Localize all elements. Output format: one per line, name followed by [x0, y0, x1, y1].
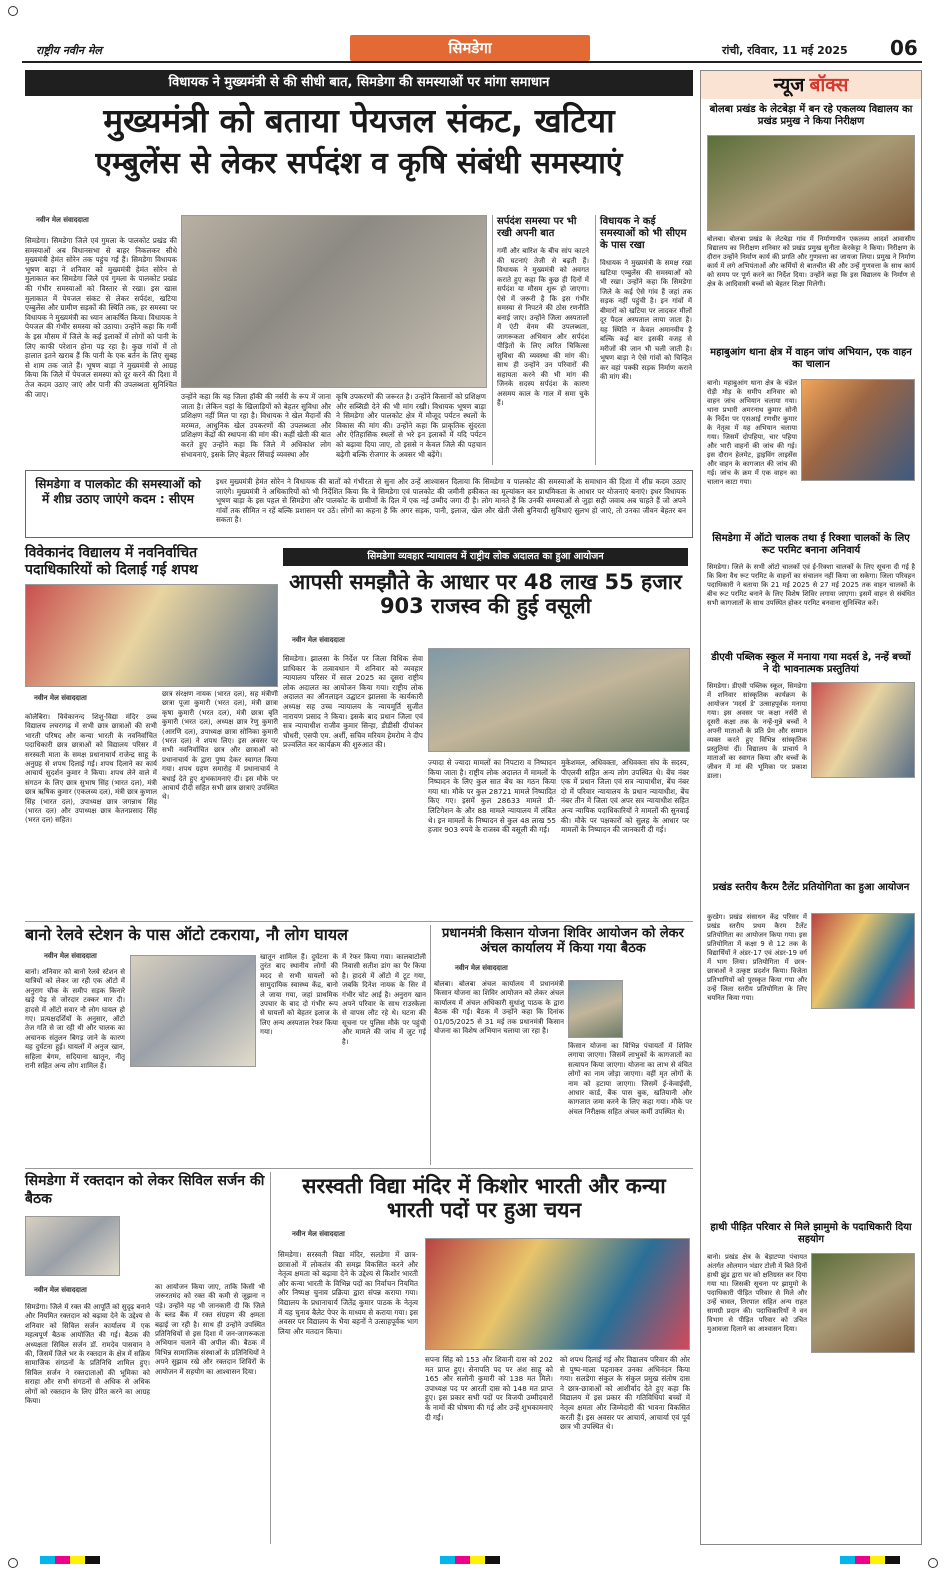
news-item-5-body: बानो। प्रखंड क्षेत्र के बेड़ाटप्पा पंचायत अंतर्गत ओलमान भंडार टोली में बिते दिनों हाथी झुंड द्वारा घर को क्षतिग्रस्त कर दिया गया था। जिसकी सूचना पर झामुमो के पदाधिकारी पीड़ित परिवार से मिले और उन्हें चावल, तिरपाल सहित अन्य राहत सामग्री प्रदान की। पदाधिकारियों ने वन विभाग से पीड़ित परिवार को उचित मुआवजा दिलाने का आश्वासन दिया।	[707, 1253, 807, 1333]
page-number: 06	[890, 36, 918, 60]
lead-body-col-1: सिमडेगा। सिमडेगा जिले एवं गुमला के पालकोट प्रखंड की समस्याओं अब विधानसभा से बाहर निकलकर सीधे मुख्यमंत्री हेमंत सोरेन तक पहुंच गई हैं। सिमडेगा विधायक भूषण बाड़ा ने शनिवार को मुख्यमंत्री हेमंत सोरेन से मुलाकात कर सिमडेगा जिले एवं गुमला के पालकोट प्रखंड की गंभीर समस्याओं को विस्तार से रखा। इस खास मुलाकात में पेयजल संकट से लेकर सर्पदंश, खटिया एम्बुलेंस और ग्रामीण सड़कों की स्थिति तक, हर समस्या पर विधायक ने मुख्यमंत्री का ध्यान आकर्षित किया। विधायक ने पेयजल की गंभीर समस्या को उठाया। उन्होंने कहा कि गर्मी के इस मौसम में जिले के कई इलाकों में लोगों को पानी के लिए काफी परेशान होना पड़ रहा है। कुछ गांवों में तो हालात इतने खराब हैं कि पानी के एक बर्तन के लिए सुबह से शाम तक जाते हैं। भूषण बाड़ा ने मुख्यमंत्री से आग्रह किया कि जिले में पेयजल समस्या को दूर करने की दिशा में तेज कदम उठाए जाएं और पानी की उपलब्धता सुनिश्चित की जाए।	[25, 236, 177, 399]
kisan-photo	[568, 980, 623, 1038]
bano-headline: बानो रेलवे स्टेशन के पास ऑटो टकराया, नौ लोग घायल	[25, 925, 348, 944]
court-body-col-1: सिमडेगा। झालसा के निर्देश पर जिला विधिक सेवा प्राधिकार के तत्वावधान में शनिवार को व्यवहार न्यायालय परिसर में साल 2025 का दूसरा राष्ट्रीय लोक अदालत का आयोजन किया गया। राष्ट्रीय लोक अदालत का ऑनलाइन उद्घाटन झालसा के कार्यकारी अध्यक्ष सह उच्च न्यायालय के न्यायमूर्ति सुजीत नारायण प्रसाद ने किया। इसके बाद प्रधान जिला एवं सत्र न्यायाधीश राजीव कुमार सिन्हा, डीडीसी दीपांकर चौधरी, एसपी एम. अर्शी, सचिव मरियम हेमरोम ने दीप प्रज्वलित कर कार्यक्रम की शुरुआत की।	[283, 654, 423, 750]
lead-body-col-3: कृषि उपकरणों की जरूरत है। उन्होंने किसानों को प्रशिक्षण और सब्सिडी देने की भी मांग रखी। विधायक भूषण बाड़ा ने सिमडेगा और पालकोट क्षेत्र में मौजूद पर्यटन स्थलों के विकास की मांग की। उन्होंने कहा कि प्राकृतिक सुंदरता और ऐतिहासिक स्थलों से भरे इन इलाकों में यदि पर्यटन को बढ़ावा दिया जाए, तो इससे न केवल जिले की पहचान बढ़ेगी बल्कि रोजगार के अवसर भी बढ़ेंगे।	[336, 392, 486, 459]
lead-headline-line-2: एम्बुलेंस से लेकर सर्पदंश व कृषि संबंधी समस्याएं	[95, 146, 623, 181]
saraswati-body-col-3: को शपथ दिलाई गई और विद्यालय परिवार की ओर से पुष्प-माला पहनाकर उनका अभिनंदन किया गया। सलडेगा संकुल के संकुल प्रमुख संतोष दास ने छात्र-छात्राओं को आशीर्वाद देते हुए कहा कि विद्यालय में इस प्रकार की गतिविधियां बच्चों में नेतृत्व क्षमता और जिम्मेदारी की भावना विकसित करती हैं। इस अवसर पर आचार्य, आचार्या एवं पूर्व छात्र भी उपस्थित थे।	[560, 1355, 690, 1432]
lead-subhead-1: सर्पदंश समस्या पर भी रखी अपनी बात	[497, 216, 577, 239]
news-item-3-body: सिमडेगा। डीएवी पब्लिक स्कूल, सिमडेगा में शनिवार सांस्कृतिक कार्यक्रम के आयोजन 'मदर्स डे' उत्साहपूर्वक मनाया गया। इस अवसर पर कक्षा नर्सरी से दूसरी कक्षा तक के नन्हें-मुन्ने बच्चों ने अपनी माताओं के प्रति प्रेम और सम्मान व्यक्त करते हुए विभिन्न सांस्कृतिक प्रस्तुतियां दीं। विद्यालय के प्राचार्य ने माताओं का स्वागत किया और बच्चों के जीवन में मां की भूमिका पर प्रकाश डाला।	[707, 682, 807, 780]
news-item-4-photo	[811, 913, 915, 1009]
lead-callout-body: इधर मुख्यमंत्री हेमंत सोरेन ने विधायक की बातों को गंभीरता से सुना और उन्हें आश्वासन दिलाया कि सिमडेगा व पालकोट की समस्याओं के समाधान की दिशा में शीघ्र कदम उठाए जाएंगे। मुख्यमंत्री ने अधिकारियों को भी निर्देशित किया कि वे सिमडेगा एवं पालकोट की जमीनी हकीकत का मूल्यांकन कर प्राथमिकता के आधार पर योजनाएं बनाएं। इधर विधायक भूषण बाड़ा के इस पहल से सिमडेगा और पालकोट के ग्रामीणों के दिल में एक नई उम्मीद जगा दी है। लोग मानते हैं कि उनकी समस्याओं से जुड़ा सही जवाब अब चाहते हैं जो अपने गांवों तक सीमित न रहें बल्कि प्रशासन पर उठें। लोगों का कहना है कि अगर सड़क, पानी, इलाज, खेल और खेती जैसी बुनियादी सुविधाएं सुलभ हो जाएं, तो उनका जीवन बेहतर बन सकता है।	[216, 477, 686, 525]
news-item-0-body: बोलबा। बोलबा प्रखंड के लेटबेड़ा गांव में निर्माणाधीन एकलव्य आदर्श आवासीय विद्यालय का निरीक्षण शनिवार को प्रखंड प्रमुख सुनीता केरकेट्टा ने किया। निरीक्षण के दौरान उन्होंने निर्माण कार्य की प्रगति और गुणवत्ता का जायजा लिया। प्रमुख ने निर्माण कार्य में लगे अभियंताओं और कर्मियों से बातचीत की और उन्हें गुणवत्ता के साथ कार्य को समय पर पूर्ण करने का निर्देश दिया। उन्होंने कहा कि इस विद्यालय के निर्माण से क्षेत्र के आदिवासी बच्चों को बेहतर शिक्षा मिलेगी।	[707, 235, 915, 288]
news-item-1-photo	[801, 379, 915, 481]
saraswati-body-col-2: सपना सिंह को 153 और शिवानी दास को 202 मत प्राप्त हुए। सेनापति पद पर अंश साहू को 165 और सलोनी कुमारी को 138 मत मिले। उपाध्यक्ष पद पर आरती दास को 148 मत प्राप्त हुए। इस प्रकार सभी पदों पर विजयी उम्मीदवारों के नामों की घोषणा की गई और उन्हें शुभकामनाएं दी गईं।	[425, 1355, 553, 1422]
kisan-headline: प्रधानमंत्री किसान योजना शिविर आयोजन को लेकर अंचल कार्यालय में किया गया बैठक	[442, 926, 684, 956]
masthead	[22, 33, 922, 63]
registration-mark-icon	[8, 6, 18, 16]
lead-kicker: विधायक ने मुख्यमंत्री से की सीधी बात, सिमडेगा की समस्याओं पर मांगा समाधान	[168, 75, 550, 90]
lead-headline-line-1: मुख्यमंत्री को बताया पेयजल संकट, खटिया	[103, 101, 615, 140]
kisan-body-col-2: किसान योजना का विभिन्न पंचायतों में शिविर लगाया जाएगा। जिसमें लाभुकों के कागजातों का सत्यापन किया जाएगा। योजना का लाभ से वंचित लोगों का नाम जोड़ा जाएगा। वहीं मृत लोगों के नाम को हटाया जाएगा। जिसमें ई-केवाईसी, आधार कार्ड, बैंक पास बुक, खतियानी और कागजात जमा करने के लिए कहा गया। मौके पर अंचल निरीक्षक सहित अंचल कर्मी उपस्थित थे।	[568, 1042, 692, 1116]
court-body-col-2: ज्यादा से ज्यादा मामलों का निपटारा व निष्पादन किया जाता है। राष्ट्रीय लोक अदालत में मामलों के निष्पादन के लिए कुल सात बेंच का गठन किया गया था। मौके पर कुल 28721 मामले निष्पादित किए गए। इसमें कुल 28633 मामले प्री-लिटिगेशन के और 88 मामले न्यायालय में लंबित थे। इन मामलों के निष्पादन से कुल 48 लाख 55 हजार 903 रुपये के राजस्व की वसूली की गई।	[428, 758, 556, 835]
news-item-4-headline: प्रखंड स्तरीय कैरम टैलेंट प्रतियोगिता का हुआ आयोजन	[712, 882, 910, 893]
kisan-byline: नवीन मेल संवाददाता	[455, 964, 508, 972]
news-item-0-headline: बोलबा प्रखंड के लेटबेड़ा में बन रहे एकलव्य विद्यालय का प्रखंड प्रमुख ने किया निरीक्षण	[709, 104, 913, 127]
saraswati-photo	[425, 1238, 690, 1350]
lead-sub-body-1: गर्मी और बारिश के बीच सांप काटने की घटनाएं तेजी से बढ़ती हैं। विधायक ने मुख्यमंत्री को अवगत कराते हुए कहा कि कुछ ही दिनों में सर्पदंश या मौसम शुरू हो जाएगा। ऐसे में जरूरी है कि इस गंभीर समस्या से निपटने की ठोस रणनीति बनाई जाए। उन्होंने जिला अस्पतालों में एंटी वेनम की उपलब्धता, जागरूकता अभियान और सर्पदंश पीड़ितों के लिए त्वरित चिकित्सा सुविधा की व्यवस्था की मांग की। साथ ही उन्होंने उन परिवारों की सहायता करने की भी मांग की जिनके सदस्य सर्पदंश के कारण असमय काल के गाल में समा चुके हैं।	[497, 247, 589, 407]
saraswati-headline: सरस्वती विद्या मंदिर में किशोर भारती और कन्या भारती पदों पर हुआ चयन	[302, 1174, 666, 1223]
vivekanand-body-col-1: कोलेबिरा। विवेकानन्द शिशु-विद्या मंदिर उच्च विद्यालय लचरागढ़ में सभी छात्र छात्राओं की सभी भारती परिषद और कन्या भारती के नवनिर्वाचित पदाधिकारी छात्र छात्राओं को विद्यालय परिसर में सरस्वती माता के समक्ष प्रधानाचार्य राजेन्द्र साहू के अनुग्रह से शपथ दिलाई गई। शपथ दिलाने का कार्य आचार्य सुदर्शन कुमार ने किया। शपथ लेने वाले में संगठन के लिए छात्र सुभाष सिंह (भारत दल), मंत्री छात्र ऋषिक कुमार (एकलव्य दल), मंत्री छात्र कुणाल सिंह (भारत दल), उपाध्यक्ष छात्र जगन्नाथ सिंह (भारत दल) और उपाध्यक्ष छात्र केतनप्रसाद सिंह (भरत दल) सहित।	[25, 713, 157, 825]
lead-byline: नवीन मेल संवाददाता	[36, 216, 89, 224]
lead-callout-box	[25, 470, 693, 538]
news-box-title-b: बॉक्स	[809, 74, 849, 96]
bano-body-col-2: खातून शामिल हैं। दुर्घटना के तुरंत बाद स्थानीय लोगों की मदद से सभी घायलों को सामुदायिक स्वास्थ्य केंद्र, बानो ले जाया गया, जहां प्राथमिक उपचार के बाद दो गंभीर रूप से घायलों को बेहतर इलाज के लिए अन्य अस्पताल रेफर किया गया।	[260, 953, 338, 1037]
blood-byline: नवीन मेल संवाददाता	[34, 1286, 87, 1294]
court-body-col-3: मुकेशमल, अधिवक्ता, अधिवक्ता संघ के सदस्य, पीएलवी सहित अन्य लोग उपस्थित थे। बेंच नंबर एक में प्रधान जिला एवं सत्र न्यायाधीश, बेंच नंबर दो में परिवार न्यायालय के प्रधान न्यायाधीश, बेंच नंबर तीन में जिला एवं अपर सत्र न्यायाधीश सहित अन्य न्यायिक पदाधिकारियों ने मामलों की सुनवाई की। मौके पर पक्षकारों को सुलह के आधार पर मामलों के निष्पादन की जानकारी दी गई।	[561, 758, 689, 835]
news-item-5-photo	[811, 1253, 915, 1353]
registration-mark-icon	[8, 1558, 18, 1568]
lead-kicker-bar	[25, 70, 693, 96]
vivekanand-byline: नवीन मेल संवाददाता	[34, 694, 87, 702]
bano-body-col-1: बानो। शनिवार को बानो रेलवे स्टेशन से यात्रियों को लेकर जा रही एक ऑटो में अनुराग चौक के समीप सड़क किनारे खड़े पेड़ से जोरदार टक्कर मार दी। हादसे में ऑटो सवार नौ लोग घायल हो गए। प्रत्यक्षदर्शियों के अनुसार, ऑटो तेज गति से जा रही थी और चालक का अचानक संतुलन बिगड़ जाने के कारण यह दुर्घटना हुई। घायलों में अनुज खान, सहिला बेगम, सदियाना खातून, नीतू रानी सहित अन्य लोग शामिल हैं।	[25, 968, 125, 1071]
masthead-logo: राष्ट्रीय नवीन मेल	[36, 44, 102, 57]
saraswati-body-col-1: सिमडेगा। सरस्वती विद्या मंदिर, सलडेगा में छात्र-छात्राओं में लोकतंत्र की समझ विकसित करने और नेतृत्व क्षमता को बढ़ावा देने के उद्देश्य से किशोर भारती और कन्या भारती के विभिन्न पदों का निर्वाचन नियमित और निष्पक्ष चुनाव प्रक्रिया द्वारा संपन्न कराया गया। विद्यालय के प्रधानाचार्य जितेंद्र कुमार पाठक के नेतृत्व में यह चुनाव बैलेट पेपर के माध्यम से कराया गया। इस अवसर पर विद्यालय के भैया बहनों ने उत्साहपूर्वक भाग लिया और मतदान किया।	[278, 1250, 418, 1336]
print-color-bar	[840, 1556, 900, 1564]
court-kicker-bar	[283, 548, 688, 566]
news-box-header	[701, 71, 921, 99]
saraswati-byline: नवीन मेल संवाददाता	[292, 1230, 345, 1238]
news-box	[700, 70, 922, 1545]
registration-mark-icon	[928, 1558, 938, 1568]
court-byline: नवीन मेल संवाददाता	[292, 636, 345, 644]
news-item-1-headline: महाबुआंग थाना क्षेत्र में वाहन जांच अभियान, एक वाहन का चालान	[710, 347, 912, 370]
print-color-bar	[440, 1556, 500, 1564]
news-item-4-body: कुरडेग। प्रखंड संसाधन केंद्र परिसर में प्रखंड स्तरीय प्रथम कैरम टैलेंट प्रतियोगिता का आयोजन किया गया। इस प्रतियोगिता में कक्षा 9 से 12 तक के विद्यार्थियों ने अंडर-17 एवं अंडर-19 वर्ग में भाग लिया। प्रतियोगिता में छात्र-छात्राओं ने उत्कृष्ट प्रदर्शन किया। विजेता प्रतिभागियों को पुरस्कृत किया गया और उन्हें जिला स्तरीय प्रतियोगिता के लिए चयनित किया गया।	[707, 913, 807, 1002]
news-item-3-photo	[811, 682, 915, 778]
court-headline: आपसी समझौते के आधार पर 48 लाख 55 हजार 903 राजस्व की हुई वसूली	[289, 570, 682, 619]
news-item-3-headline: डीएवी पब्लिक स्कूल में मनाया गया मदर्स डे, नन्हें बच्चों ने दी भावनात्मक प्रस्तुतियां	[711, 652, 911, 675]
court-photo	[428, 648, 690, 752]
bano-byline: नवीन मेल संवाददाता	[44, 952, 97, 960]
news-item-0-photo	[707, 135, 915, 231]
lead-sub-body-2: विधायक ने मुख्यमंत्री के समक्ष रखा खटिया एम्बुलेंस की समस्याओं को भी रखा। उन्होंने कहा कि सिमडेगा जिले के कई ऐसे गांव हैं जहां तक सड़क नहीं पहुंची है। इन गांवों में बीमारों को खटिया पर लादकर मीलों दूर पैदल अस्पताल लाया जाता है। यह स्थिति न केवल अमानवीय है बल्कि कई बार इसकी वजह से मरीजों की जान भी चली जाती है। भूषण बाड़ा ने ऐसे गांवों को चिन्हित कर वहां पक्की सड़क निर्माण कराने की मांग की।	[600, 259, 692, 381]
news-item-5-headline: हाथी पीड़ित परिवार से मिले झामुमो के पदाधिकारी दिया सहयोग	[710, 1222, 912, 1245]
dateline: रांची, रविवार, 11 मई 2025	[722, 44, 848, 57]
bano-body-col-3: में रेफर किया गया। कालबाटोली निवासी सतीश डांग का पैर किया है। हादसे में ऑटो में टूट गया, जबकि दिनेश नायक के सिर में गंभीर चोट आई है। अनुराग खान अपने परिवार के साथ राउरकेला से वापस लौट रहे थे। घटना की सूचना पर पुलिस मौके पर पहुंची और मामले की जांच में जुट गई है।	[342, 953, 426, 1046]
news-item-2-headline: सिमडेगा में ऑटो चालक तथा ई रिक्शा चालकों के लिए रूट परमिट बनाना अनिवार्य	[712, 533, 910, 556]
lead-body-col-2: उन्होंने कहा कि यह जिला हॉकी की नर्सरी के रूप में जाना जाता है। लेकिन यहां के खिलाड़ियों को बेहतर सुविधा और प्रशिक्षण नहीं मिल पा रहा है। विधायक ने खेल मैदानों की मरम्मत, आधुनिक खेल उपकरणों की उपलब्धता और प्रशिक्षण केंद्रों की स्थापना की मांग की। कहीं खेती की बात करते हुए उन्होंने कहा कि जिले में अधिकांश लोग संभावनाएं, इसके लिए बेहतर सिंचाई व्यवस्था और	[181, 392, 331, 459]
blood-headline: सिमडेगा में रक्तदान को लेकर सिविल सर्जन की बैठक	[25, 1173, 265, 1207]
vivekanand-body-col-2: छात्र संरक्षण नायक (भारत दल), सह मंत्रीणी छात्रा पूजा कुमारी (भरत दल), मंत्री छात्रा कृषा कुमारी (भरत दल), मंत्री छात्रा बृति कुमारी (भरत दल), अध्यक्ष छात्र रेणु कुमारी (आरणि दल), उपाध्यक्ष छात्रा सोनिका कुमारी (भरत दल) ने शपथ लिए। इस अवसर पर सभी नवनिर्वाचित छात्र और छात्राओं को प्रधानाचार्य के द्वारा पुष्प देकर स्वागत किया गया। शपथ ग्रहण समारोह में प्रधानाचार्य ने बधाई देते हुए शुभकामनाएं दी। इस मौके पर आचार्य दीदी सहित सभी छात्र छात्राएं उपस्थित थे।	[162, 690, 278, 802]
blood-body-col-1: सिमडेगा। जिले में रक्त की आपूर्ति को सुदृढ़ बनाने और नियमित रक्तदान को बढ़ावा देने के उद्देश्य से शनिवार को सिविल सर्जन कार्यालय में एक महत्वपूर्ण बैठक आयोजित की गई। बैठक की अध्यक्षता सिविल सर्जन डॉ. रामदेव पासवान ने की, जिसमें जिले भर के रक्तदान के क्षेत्र में सक्रिय सामाजिक संगठनों के प्रतिनिधि शामिल हुए। सिविल सर्जन ने रक्तदाताओं की भूमिका को सराहा और सभी संगठनों से अधिक से अधिक लोगों को रक्तदान के लिए प्रेरित करने का आग्रह किया।	[25, 1303, 150, 1406]
bano-photo	[130, 955, 256, 1067]
section-banner	[350, 35, 590, 61]
blood-photo	[25, 1216, 120, 1276]
news-item-2-body: सिमडेगा। जिले के सभी ऑटो चालकों एवं ई-रिक्शा चालकों के लिए सूचना दी गई है कि बिना वैध रूट परमिट के वाहनों का संचालन नहीं किया जा सकेगा। जिला परिवहन पदाधिकारी ने बताया कि 21 मई 2025 से 27 मई 2025 तक वाहन चालकों के बीच रूट परमिट बनाने के लिए विशेष शिविर लगाया जाएगा। इसमें वाहन से संबंधित सभी कागजातों के साथ उपस्थित होकर परमिट बनवाना सुनिश्चित करें।	[707, 563, 915, 607]
vivekanand-photo	[25, 584, 278, 687]
lead-photo	[181, 215, 487, 388]
lead-subhead-2: विधायक ने कई समस्याओं को भी सीएम के पास रखा	[600, 216, 687, 251]
blood-body-col-2: का आयोजन किया जाए, ताकि किसी भी जरूरतमंद को रक्त की कमी से जूझना न पड़े। उन्होंने यह भी जानकारी दी कि जिले के ब्लड बैंक में रक्त संग्रहण की क्षमता बढ़ाई जा रही है। साथ ही उन्होंने उपस्थित प्रतिनिधियों से इस दिशा में जन-जागरूकता अभियान चलाने की अपील की। बैठक में विभिन्न सामाजिक संस्थाओं के प्रतिनिधियों ने अपने सुझाव रखे और रक्तदान शिविरों के आयोजन में सहयोग का आश्वासन दिया।	[155, 1283, 265, 1376]
court-kicker: सिमडेगा व्यवहार न्यायालय में राष्ट्रीय लोक अदालत का हुआ आयोजन	[367, 551, 604, 562]
section-title: सिमडेगा	[448, 39, 492, 57]
vivekanand-headline: विवेकानंद विद्यालय में नवनिर्वाचित पदाधिकारियों को दिलाई गई शपथ	[25, 545, 198, 578]
lead-callout-title: सिमडेगा व पालकोट की समस्याओं को में शीघ्र उठाए जाएंगे कदम : सीएम	[35, 477, 201, 506]
news-item-1-body: बानो। महाबुआंग थाना क्षेत्र के चंडेल रोड़ी मोड़ के समीप शनिवार को वाहन जांच अभियान चलाया गया। थाना प्रभारी अमरनाथ कुमार सोनी के निर्देश पर एसआई रणधीर कुमार के नेतृत्व में यह अभियान चलाया गया। जिसमें दोपहिया, चार पहिया और भारी वाहनों की जांच की गई। इस दौरान हेलमेट, ड्राइविंग लाइसेंस और वाहन के कागजात की जांच की गई। जांच के क्रम में एक वाहन का चालान काटा गया।	[707, 379, 797, 486]
news-box-title-a: न्यूज	[773, 74, 805, 96]
kisan-body-col-1: बोलबा। बोलबा अंचल कार्यालय में प्रधानमंत्री किसान योजना का शिविर आयोजन को लेकर अंचल कार्यालय में अंचल अधिकारी सुधांशु पाठक के द्वारा बैठक की गई। बैठक में उन्होंने कहा कि दिनांक 01/05/2025 से 31 मई तक प्रधानमंत्री किसान योजना का विशेष अभियान चलाया जा रहा है।	[434, 980, 564, 1036]
print-color-bar	[40, 1556, 100, 1564]
